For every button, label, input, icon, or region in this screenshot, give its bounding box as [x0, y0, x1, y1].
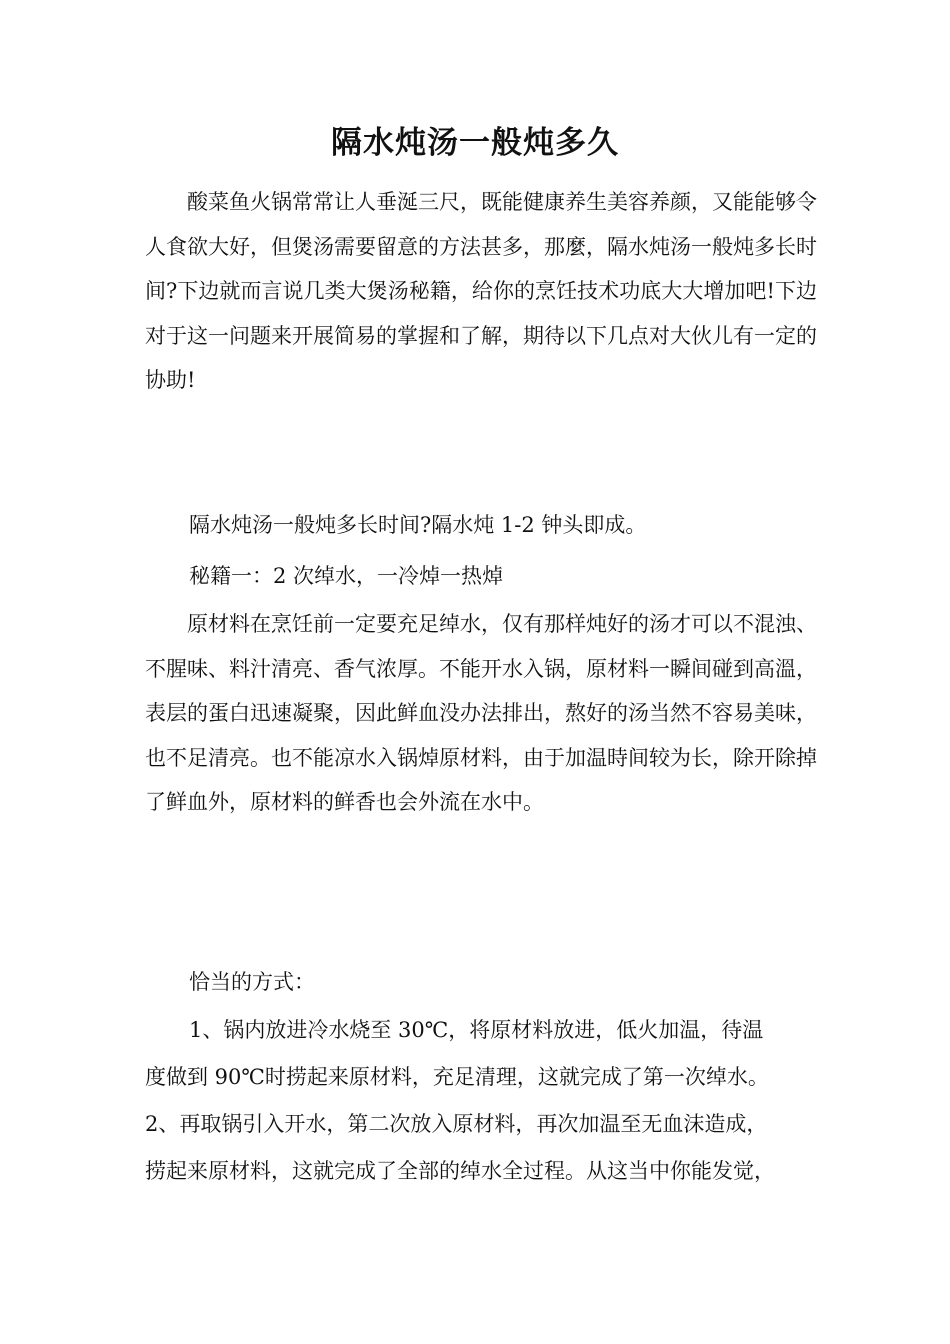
tip1-body-paragraph: 原材料在烹饪前一定要充足绰水，仅有那样炖好的汤才可以不混浊、不腥味、料汁清亮、香气浓厚。不能开水入锅，原材料一瞬间碰到高溫，表层的蛋白迅速凝聚，因此鲜血没办法排出，熬好的汤当然不容易美味，也不足清亮。也不能凉水入锅焯原材料，由于加温時间较为长，除开除掉了鲜血外，原材料的鲜香也会外流在水中。: [145, 612, 817, 814]
step2-line2: 捞起来原材料，这就完成了全部的绰水全过程。从这当中你能发觉，: [145, 1159, 775, 1183]
step1-line2: 度做到 90℃时捞起来原材料，充足清理，这就完成了第一次绰水。: [145, 1065, 769, 1089]
document-title: 隔水炖汤一般炖多久: [331, 125, 619, 161]
step2-line1: 2、再取锅引入开水，第二次放入原材料，再次加温至无血沫造成，: [145, 1112, 768, 1136]
tip1-heading: 秘籍一：2 次绰水，一冷焯一热焯: [189, 564, 504, 588]
intro-paragraph: 酸菜鱼火锅常常让人垂涎三尺，既能健康养生美容养颜，又能能够令人食欲大好，但煲汤需要留意的方法甚多，那麼，隔水炖汤一般炖多长时间?下边就而言说几类大煲汤秘籍，给你的烹饪技术功底大大增加吧!下边对于这一问题来开展简易的掌握和了解，期待以下几点对大伙儿有一定的协助!: [145, 190, 817, 392]
step1-line1: 1、锅内放进冷水烧至 30℃，将原材料放进，低火加温，待温: [189, 1018, 764, 1042]
method-heading: 恰当的方式：: [189, 970, 315, 994]
answer-paragraph: 隔水炖汤一般炖多长时间?隔水炖 1-2 钟头即成。: [189, 513, 647, 537]
